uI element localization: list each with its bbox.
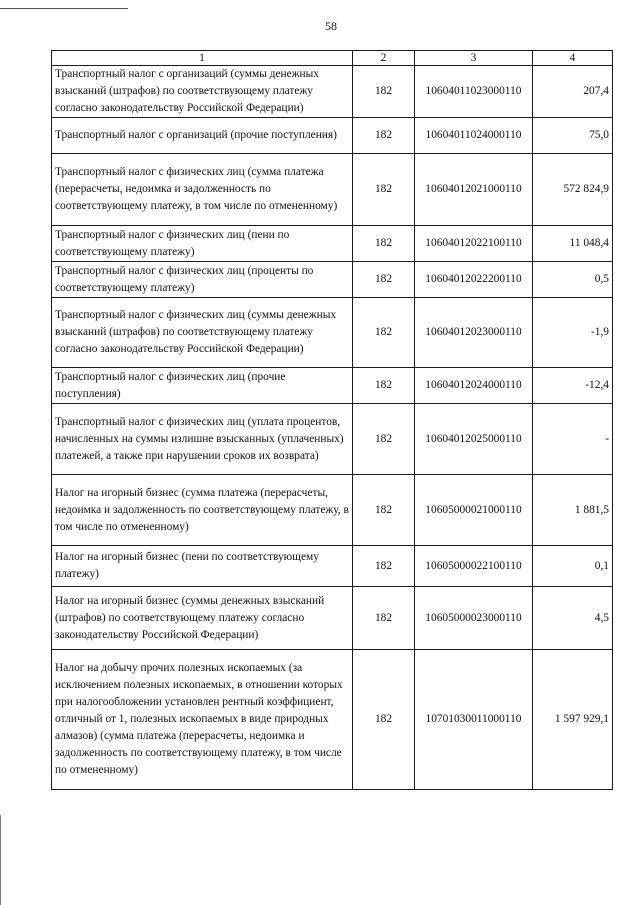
page-number: 58 (325, 19, 337, 33)
table-row (52, 546, 613, 587)
row-name: Транспортный налог с физических лиц (прочие поступления) (52, 368, 353, 404)
row-value: 1 881,5 (533, 475, 613, 546)
row-name: Налог на игорный бизнес (сумма платежа (перерасчеты, недоимка и задолженность по соответствующему платежу, в том числе по отмененному) (52, 475, 353, 546)
row-kbk: 10604012024000110 (415, 368, 533, 404)
row-admin-code: 182 (353, 475, 415, 546)
row-admin-code: 182 (353, 226, 415, 262)
margin-rule (0, 815, 1, 905)
header-name: 1 (52, 51, 353, 66)
table-row (52, 368, 613, 404)
row-kbk: 10605000021000110 (415, 475, 533, 546)
row-kbk: 10701030011000110 (415, 650, 533, 790)
row-admin-code: 182 (353, 298, 415, 368)
row-value: 0,5 (533, 262, 613, 298)
header-kbk: 3 (415, 51, 533, 66)
row-name: Транспортный налог с физических лиц (проценты по соответствующему платежу) (52, 262, 353, 298)
row-admin-code: 182 (353, 118, 415, 154)
top-rule (0, 8, 128, 9)
table-row (52, 587, 613, 650)
row-name: Транспортный налог с физических лиц (сумма платежа (перерасчеты, недоимка и задолженность по соответствующему платежу, в том числе по отмененному) (52, 154, 353, 226)
header-value: 4 (533, 51, 613, 66)
row-kbk: 10605000023000110 (415, 587, 533, 650)
row-name: Транспортный налог с организаций (суммы денежных взысканий (штрафов) по соответствующему платежу согласно законодательству Российской Федерации) (52, 66, 353, 118)
row-name: Транспортный налог с организаций (прочие поступления) (52, 118, 353, 154)
row-value: 11 048,4 (533, 226, 613, 262)
table-row (52, 262, 613, 298)
row-admin-code: 182 (353, 587, 415, 650)
table-row (52, 475, 613, 546)
table-row (52, 226, 613, 262)
row-kbk: 10605000022100110 (415, 546, 533, 587)
table-header-row (52, 51, 613, 66)
table-row (52, 650, 613, 790)
header-code: 2 (353, 51, 415, 66)
row-kbk: 10604011023000110 (415, 66, 533, 118)
table-row (52, 66, 613, 118)
table-row (52, 404, 613, 475)
row-kbk: 10604012022200110 (415, 262, 533, 298)
row-value: 0,1 (533, 546, 613, 587)
row-admin-code: 182 (353, 650, 415, 790)
row-admin-code: 182 (353, 66, 415, 118)
row-kbk: 10604012025000110 (415, 404, 533, 475)
row-name: Налог на игорный бизнес (пени по соответствующему платежу) (52, 546, 353, 587)
row-value: 572 824,9 (533, 154, 613, 226)
row-value: 75,0 (533, 118, 613, 154)
table-row (52, 118, 613, 154)
row-name: Транспортный налог с физических лиц (пени по соответствующему платежу) (52, 226, 353, 262)
row-name: Транспортный налог с физических лиц (уплата процентов, начисленных на суммы излишне взысканных (уплаченных) платежей, а также при нарушении сроков их возврата) (52, 404, 353, 475)
row-admin-code: 182 (353, 404, 415, 475)
row-kbk: 10604012022100110 (415, 226, 533, 262)
row-admin-code: 182 (353, 368, 415, 404)
row-name: Налог на добычу прочих полезных ископаемых (за исключением полезных ископаемых, в отношении которых при налогообложении установлен рентный коэффициент, отличный от 1, полезных ископаемых в виде природных алмазов) (сумма платежа (перерасчеты, недоимка и задолженность по соответствующему платежу, в том числе по отмененному) (52, 650, 353, 790)
table-row (52, 154, 613, 226)
row-kbk: 10604012023000110 (415, 298, 533, 368)
row-kbk: 10604012021000110 (415, 154, 533, 226)
row-name: Транспортный налог с физических лиц (суммы денежных взысканий (штрафов) по соответствующему платежу согласно законодательству Российской Федерации) (52, 298, 353, 368)
row-value: -12,4 (533, 368, 613, 404)
row-value: 207,4 (533, 66, 613, 118)
row-admin-code: 182 (353, 262, 415, 298)
row-value: -1,9 (533, 298, 613, 368)
row-value: 4,5 (533, 587, 613, 650)
revenue-table (51, 50, 613, 790)
row-admin-code: 182 (353, 154, 415, 226)
row-name: Налог на игорный бизнес (суммы денежных взысканий (штрафов) по соответствующему платежу согласно законодательству Российской Федерации) (52, 587, 353, 650)
row-value: - (533, 404, 613, 475)
row-kbk: 10604011024000110 (415, 118, 533, 154)
table-row (52, 298, 613, 368)
row-admin-code: 182 (353, 546, 415, 587)
row-value: 1 597 929,1 (533, 650, 613, 790)
